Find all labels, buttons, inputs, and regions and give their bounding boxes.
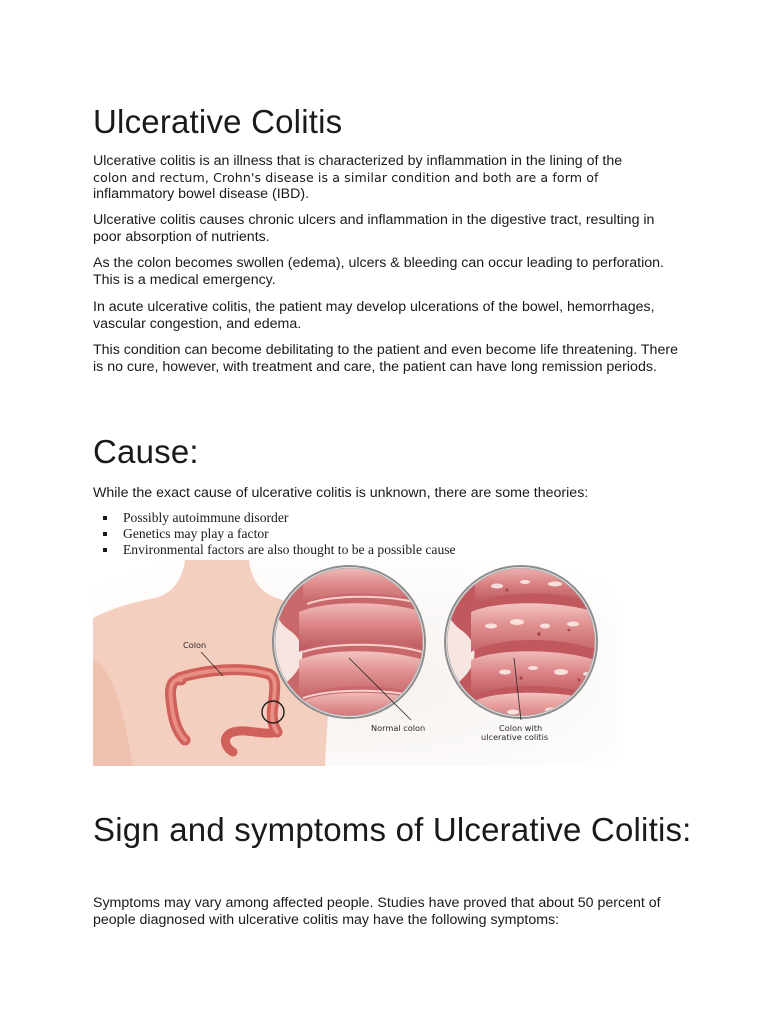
- theory-text: Genetics may play a factor: [123, 526, 269, 541]
- symptoms-heading: Sign and symptoms of Ulcerative Colitis:: [93, 811, 692, 848]
- square-bullet-icon: [103, 548, 107, 552]
- cause-heading: Cause:: [93, 433, 199, 470]
- intro-paragraph-4: In acute ulcerative colitis, the patient may develop ulcerations of the bowel, hemorrhages, vascular congestion, and edema.: [93, 299, 655, 332]
- uc-colon-label-line1: Colon with: [499, 723, 543, 733]
- list-item: [93, 542, 456, 558]
- theory-text: Possibly autoimmune disorder: [123, 510, 289, 525]
- intro-p1-line2: colon and rectum, Crohn's disease is a similar condition and both are a form of: [93, 169, 599, 185]
- colon-illustration: [93, 560, 617, 766]
- intro-p1-line1: Ulcerative colitis is an illness that is characterized by inflammation in the lining of the: [93, 153, 623, 169]
- list-item: [93, 510, 456, 526]
- intro-p1-line3: inflammatory bowel disease (IBD).: [93, 186, 310, 203]
- intro-paragraph-1: [93, 153, 683, 203]
- theories-list: [93, 510, 456, 558]
- square-bullet-icon: [103, 516, 107, 520]
- page-title: Ulcerative Colitis: [93, 103, 343, 140]
- list-item: [93, 526, 456, 542]
- cause-intro: While the exact cause of ulcerative colitis is unknown, there are some theories:: [93, 485, 589, 501]
- normal-colon-label: Normal colon: [371, 723, 426, 733]
- theory-text: Environmental factors are also thought to be a possible cause: [123, 542, 456, 557]
- intro-paragraph-3: As the colon becomes swollen (edema), ulcers & bleeding can occur leading to perforation. This is a medical emergency.: [93, 255, 664, 288]
- symptoms-intro: Symptoms may vary among affected people. Studies have proved that about 50 percent of people diagnosed with ulcerative colitis may have the following symptoms:: [93, 895, 661, 928]
- intro-paragraph-2: Ulcerative colitis causes chronic ulcers and inflammation in the digestive tract, resulting in poor absorption of nutrients.: [93, 212, 655, 245]
- intro-paragraph-5: This condition can become debilitating to the patient and even become life threatening. There is no cure, however, with treatment and care, the patient can have long remission periods.: [93, 342, 678, 375]
- colon-label: Colon: [183, 640, 207, 650]
- uc-colon-label-line2: ulcerative colitis: [481, 732, 549, 742]
- square-bullet-icon: [103, 532, 107, 536]
